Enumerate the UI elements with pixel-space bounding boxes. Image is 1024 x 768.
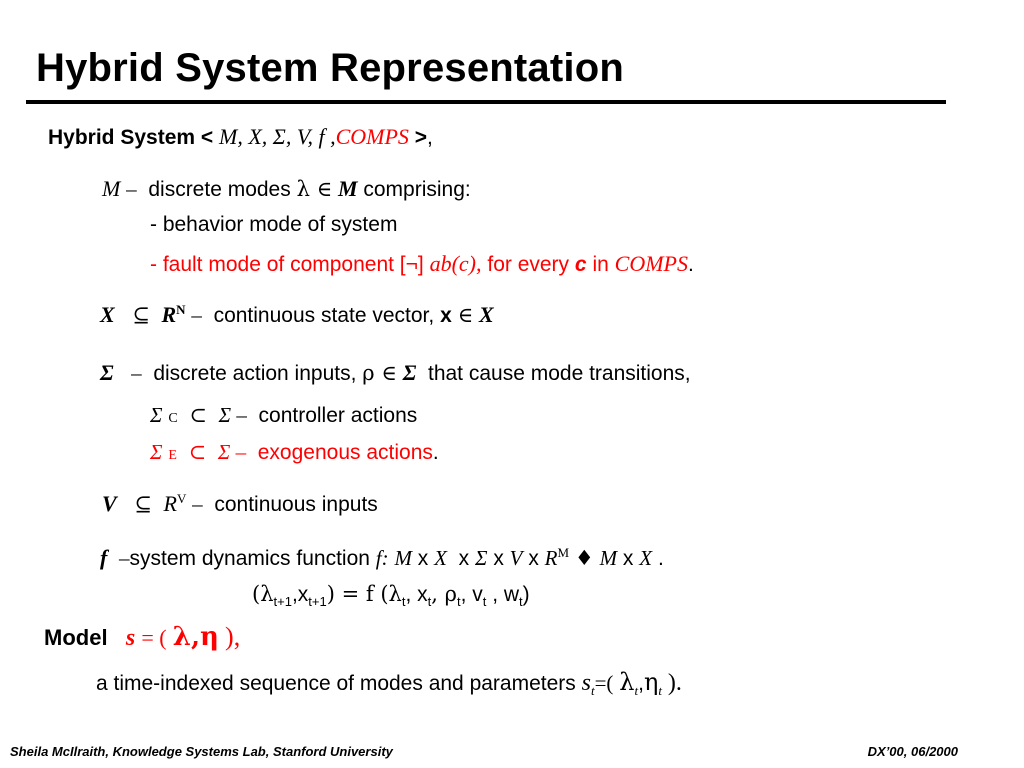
footer-date: DX’00, 06/2000 (867, 744, 958, 759)
diamond-arrow-icon: ♦ (574, 546, 594, 570)
exogenous-actions-line: Σ E ⊂ Σ – exogenous actions. (150, 440, 439, 464)
behavior-mode-line: - behavior mode of system (150, 213, 398, 236)
model-line: Model s = ( λ,η ), (44, 622, 241, 652)
slide-title: Hybrid System Representation (36, 46, 624, 90)
continuous-inputs-line: V ⊆ $R^V$ – continuous inputs (102, 491, 378, 516)
controller-actions-line: Σ C ⊂ Σ – controller actions (150, 403, 418, 427)
hybrid-system-definition: Hybrid System < M, X, Σ, V, f ,COMPS >, (48, 124, 433, 149)
action-inputs-line: Σ – discrete action inputs, ρ ∈ Σ that cause mode transitions, (100, 360, 691, 385)
modes-line: M – discrete modes λ ∈ M comprising: (102, 176, 471, 201)
fault-mode-line: - fault mode of component [¬] ab(c), for every c in COMPS. (150, 251, 694, 276)
dynamics-equation: $(\lambda_{t+1},x_{t+1}) = f$ ($\lambda_t$, $x_t$, $\rho_t$, $v_t$ , $w_t$) (252, 582, 530, 610)
title-underline (26, 100, 946, 104)
dynamics-function-line: f –system dynamics function f: M x X x Σ x V x $R^M$ ♦ M x X . (100, 545, 664, 570)
model-description: a time-indexed sequence of modes and parameters $s_t=$( $\lambda_t,\eta_t$ ). (96, 668, 682, 699)
state-vector-line: X ⊆ $R^N$ – continuous state vector, x ∈ X (100, 302, 494, 327)
footer-author: Sheila McIlraith, Knowledge Systems Lab, Stanford University (10, 744, 393, 759)
